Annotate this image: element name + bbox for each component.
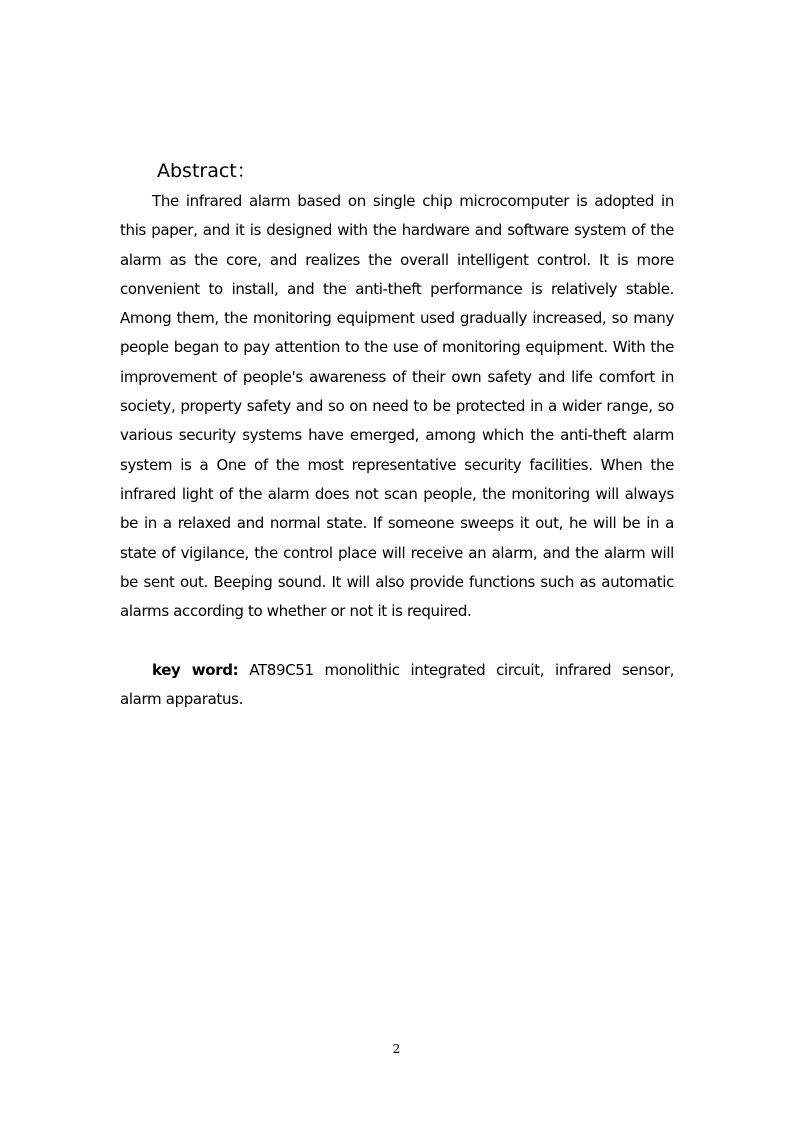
keywords-paragraph (120, 656, 674, 715)
keywords-text: AT89C51 monolithic integrated circuit, infrared sensor, alarm apparatus. (120, 661, 674, 709)
abstract-heading: Abstract： (157, 160, 256, 182)
page-number: 2 (392, 1042, 401, 1056)
abstract-body: The infrared alarm based on single chip microcomputer is adopted in this paper, and it is designed with the hardware and software system of the alarm as the core, and realizes the overall intelligent control. It is more convenient to install, and the anti-theft performance is relatively stable. Among them, the monitoring equipment used gradually increased, so many people began to pay attention to the use of monitoring equipment. With the improvement of people's awareness of their own safety and life comfort in society, property safety and so on need to be protected in a wider range, so various security systems have emerged, among which the anti-theft alarm system is a One of the most representative security facilities. When the infrared light of the alarm does not scan people, the monitoring will always be in a relaxed and normal state. If someone sweeps it out, he will be in a state of vigilance, the control place will receive an alarm, and the alarm will be sent out. Beeping sound. It will also provide functions such as automatic alarms according to whether or not it is required. (120, 192, 674, 621)
keywords-label: key word: (152, 661, 239, 679)
